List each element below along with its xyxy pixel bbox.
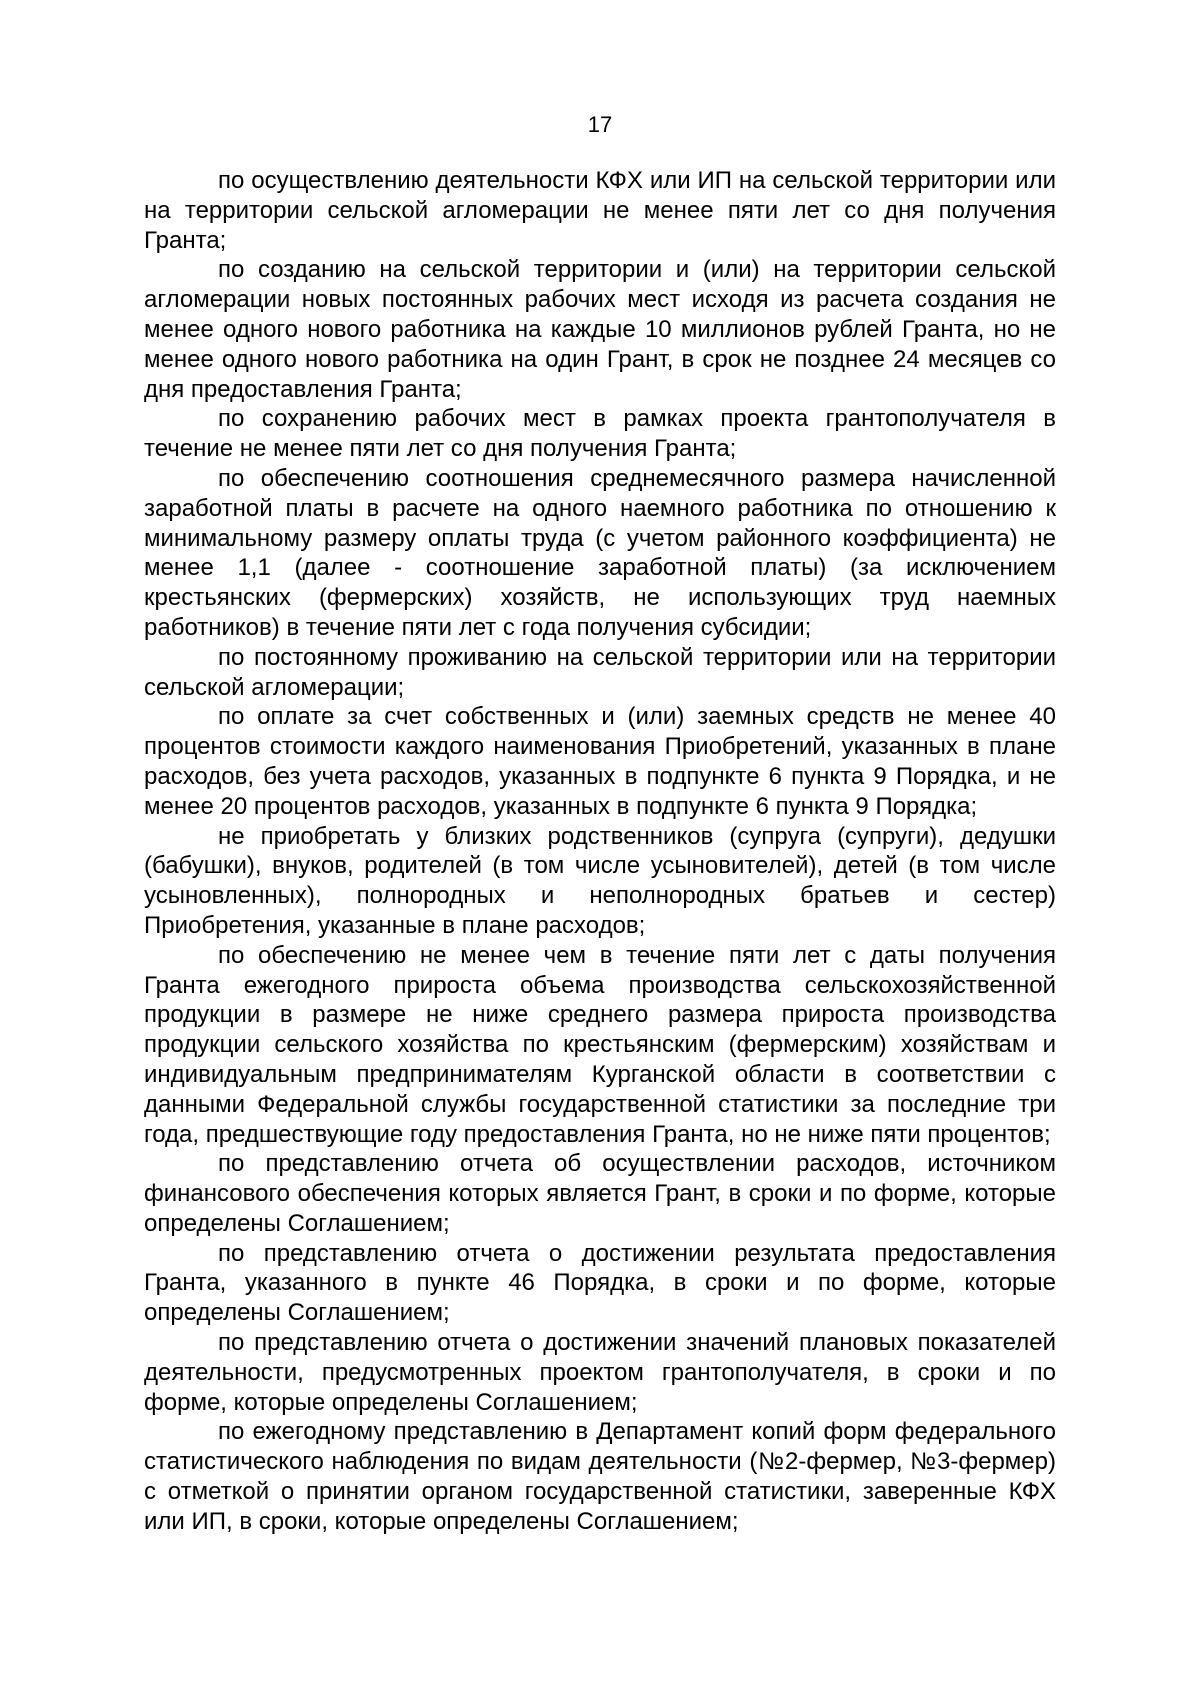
paragraph-2: по созданию на сельской территории и (или) на территории сельской агломерации новых постоянных рабочих мест исходя из расчета создания не менее одного нового работника на каждые 10 миллионов рублей Гранта, но не менее одного нового работника на один Грант, в срок не позднее 24 месяцев со дня предоставления Гранта; [144,256,1056,403]
paragraph-8: по обеспечению не менее чем в течение пяти лет с даты получения Гранта ежегодного прироста объема производства сельскохозяйственной продукции в размере не ниже среднего размера прироста производства продукции сельского хозяйства по крестьянским (фермерским) хозяйствам и индивидуальным предпринимателям Курганской области в соответствии с данными Федеральной службы государственной статистики за последние три года, предшествующие году предоставления Гранта, но не ниже пяти процентов; [144,941,1056,1148]
paragraph-3: по сохранению рабочих мест в рамках проекта грантополучателя в течение не менее пяти лет со дня получения Гранта; [144,405,1056,463]
paragraph-11: по представлению отчета о достижении значений плановых показателей деятельности, предусмотренных проектом грантополучателя, в сроки и по форме, которые определены Соглашением; [144,1329,1056,1416]
paragraph-5: по постоянному проживанию на сельской территории или на территории сельской агломерации; [144,643,1056,701]
paragraph-7: не приобретать у близких родственников (супруга (супруги), дедушки (бабушки), внуков, родителей (в том числе усыновителей), детей (в том числе усыновленных), полнородных и неполнородных братьев и сестер) Приобретения, указанные в плане расходов; [144,822,1056,939]
page-number: 17 [587,112,613,137]
paragraph-6: по оплате за счет собственных и (или) заемных средств не менее 40 процентов стоимости каждого наименования Приобретений, указанных в плане расходов, без учета расходов, указанных в подпункте 6 пункта 9 Порядка, и не менее 20 процентов расходов, указанных в подпункте 6 пункта 9 Порядка; [144,703,1056,820]
paragraph-9: по представлению отчета об осуществлении расходов, источником финансового обеспечения которых является Грант, в сроки и по форме, которые определены Соглашением; [144,1150,1056,1237]
paragraph-10: по представлению отчета о достижении результата предоставления Гранта, указанного в пункте 46 Порядка, в сроки и по форме, которые определены Соглашением; [144,1239,1056,1327]
document-body [144,166,1056,1537]
paragraph-1: по осуществлению деятельности КФХ или ИП на сельской территории или на территории сельской агломерации не менее пяти лет со дня получения Гранта; [144,167,1056,254]
paragraph-12: по ежегодному представлению в Департамент копий форм федерального статистического наблюдения по видам деятельности (№2-фермер, №3-фермер) с отметкой о принятии органом государственной статистики, заверенные КФХ или ИП, в сроки, которые определены Соглашением; [144,1418,1056,1535]
paragraph-4: по обеспечению соотношения среднемесячного размера начисленной заработной платы в расчете на одного наемного работника по отношению к минимальному размеру оплаты труда (с учетом районного коэффициента) не менее 1,1 (далее - соотношение заработной платы) (за исключением крестьянских (фермерских) хозяйств, не использующих труд наемных работников) в течение пяти лет с года получения субсидии; [144,464,1056,641]
